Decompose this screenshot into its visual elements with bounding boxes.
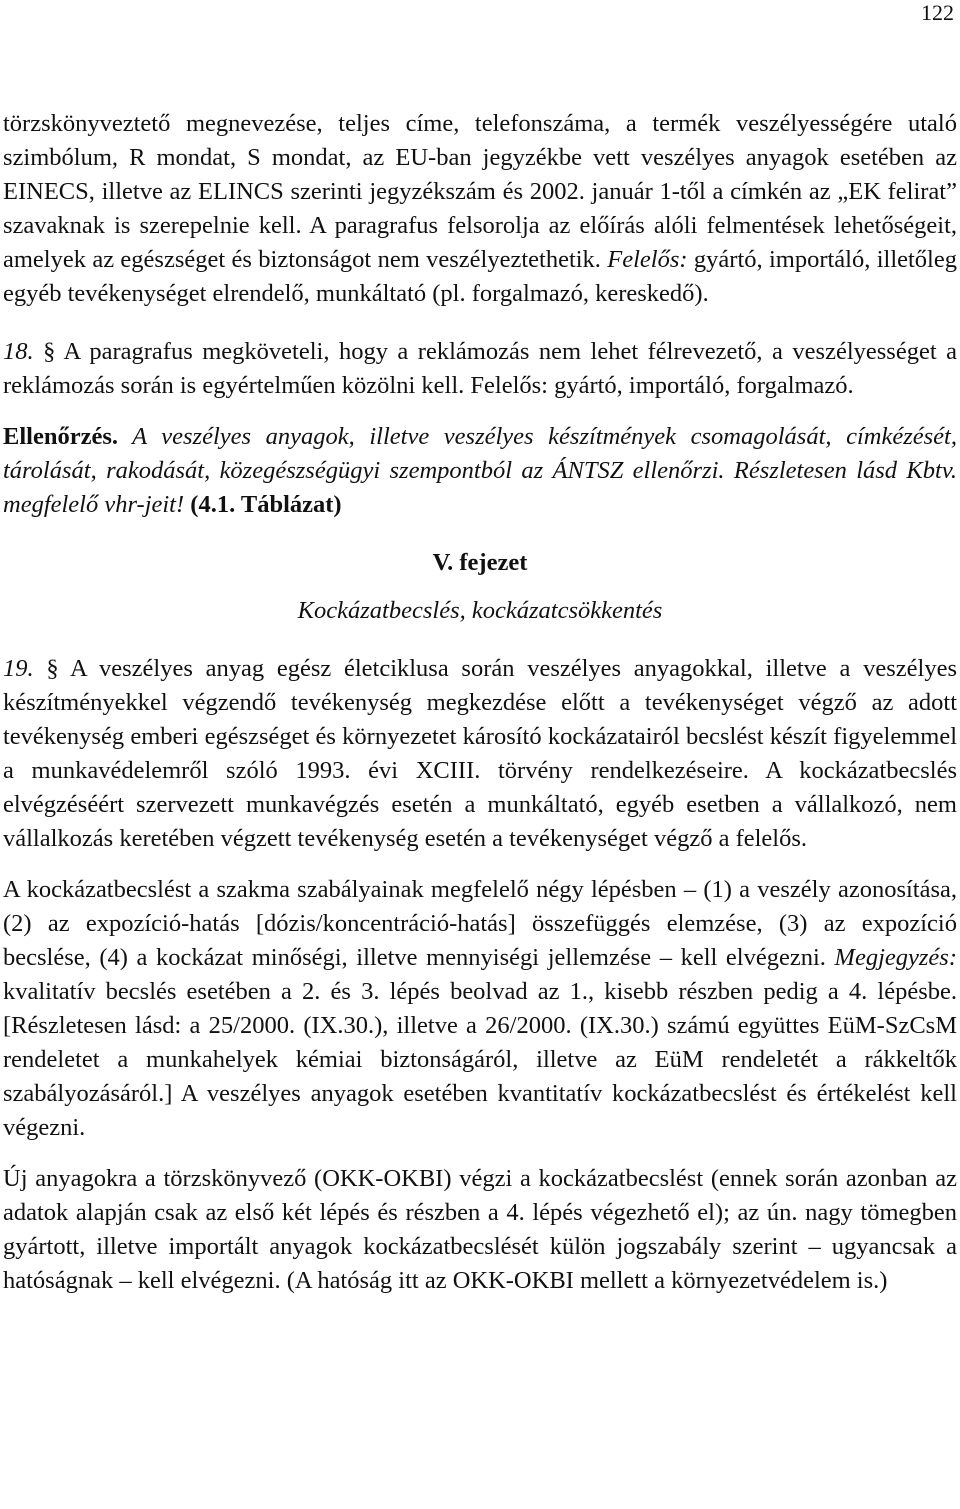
paragraph-1-text: törzskönyveztető megnevezése, teljes címe, telefonszáma, a termék veszélyességére utaló szimbólum, R mondat, S mondat, az EU-ban jegyzékbe vett veszélyes anyagok esetében az EINECS, illetve az ELINCS szerinti jegyzékszám és 2002. január 1-től a címkén az „EK felirat” szavaknak is szerepelnie kell. A paragrafus felsorolja az előírás alóli felmentések lehetőségeit, amelyek az egészséget és biztonságot nem veszélyeztethetik. [3, 110, 957, 273]
page-number: 122 [921, 0, 954, 25]
control-label: Ellenőrzés. [3, 423, 118, 450]
paragraph-19-text: A veszélyes anyag egész életciklusa során veszélyes anyagokkal, illetve a veszélyes készítményekkel végzendő tevékenység megkezdése előtt a tevékenységet végző az adott tevékenység emberi egészséget és környezetet károsító kockázatairól becslést készít figyelemmel a munkavédelemről szóló 1993. évi XCIII. törvény rendelkezéseire. A kockázatbecslés elvégzéséért szervezett munkavégzés esetén a munkáltató, egyéb esetben a vállalkozó, nem vállalkozás keretében végzett tevékenység esetén a tevékenységet végző a felelős. [3, 655, 957, 852]
chapter-subtitle: Kockázatbecslés, kockázatcsökkentés [297, 597, 663, 624]
paragraph-19 [3, 652, 957, 856]
table-reference: (4.1. Táblázat) [184, 491, 342, 518]
paragraph-new-substances: Új anyagokra a törzskönyvező (OKK-OKBI) végzi a kockázatbecslést (ennek során azonban az adatok alapján csak az első két lépés és részben a 4. lépés végezhető el); az ún. nagy tömegben gyártott, illetve importált anyagok kockázatbecslését külön jogszabály szerint – ugyancsak a hatóságnak – kell elvégezni. (A hatóság itt az OKK-OKBI mellett a környezetvédelem is.) [3, 1165, 957, 1294]
page-body [3, 107, 957, 1298]
chapter-title: V. fejezet [432, 549, 528, 576]
risk-assessment-text: A kockázatbecslést a szakma szabályainak megfelelő négy lépésben – (1) a veszély azonosítása, (2) az expozíció-hatás [dózis/koncentráció-hatás] összefüggés elemzése, (3) az expozíció becslése, (4) a kockázat minőségi, illetve mennyiségi jellemzése – kell elvégezni. [3, 876, 957, 971]
paragraph-control [3, 420, 957, 522]
note-text: kvalitatív becslés esetében a 2. és 3. lépés beolvad az 1., kisebb részben pedig a 4. lépésbe. [Részletesen lásd: a 25/2000. (IX.30.), illetve a 26/2000. (IX.30.) számú együttes EüM-SzCsM rendeletet a munkahelyek kémiai biztonságáról, illetve az EüM rendeletét a rákkeltők szabályozásáról.] A veszélyes anyagok esetében kvantitatív kockázatbecslést és értékelést kell végezni. [3, 978, 957, 1141]
responsible-text: gyártó, importáló, illetőleg egyéb tevékenységet elrendelő, munkáltató (pl. forgalmazó, kereskedő). [3, 246, 957, 307]
paragraph-18 [3, 335, 957, 403]
responsible-label: Felelős: [607, 246, 688, 273]
control-text: A veszélyes anyagok, illetve veszélyes készítmények csomagolását, címkézését, tárolását, rakodását, közegészségügyi szempontból az ÁNTSZ ellenőrzi. Részletesen lásd Kbtv. megfelelő vhr-jeit! [3, 423, 957, 518]
section-number-18: 18. [3, 338, 34, 365]
paragraph-risk-assessment [3, 873, 957, 1145]
section-number-19: 19. [3, 655, 34, 682]
note-label: Megjegyzés: [834, 944, 957, 971]
section-sign: § [43, 338, 56, 365]
section-sign: § [46, 655, 59, 682]
paragraph-1 [3, 107, 957, 311]
paragraph-18-text: A paragrafus megköveteli, hogy a reklámozás nem lehet félrevezető, a veszélyességet a reklámozás során is egyértelműen közölni kell. Felelős: gyártó, importáló, forgalmazó. [3, 338, 957, 399]
